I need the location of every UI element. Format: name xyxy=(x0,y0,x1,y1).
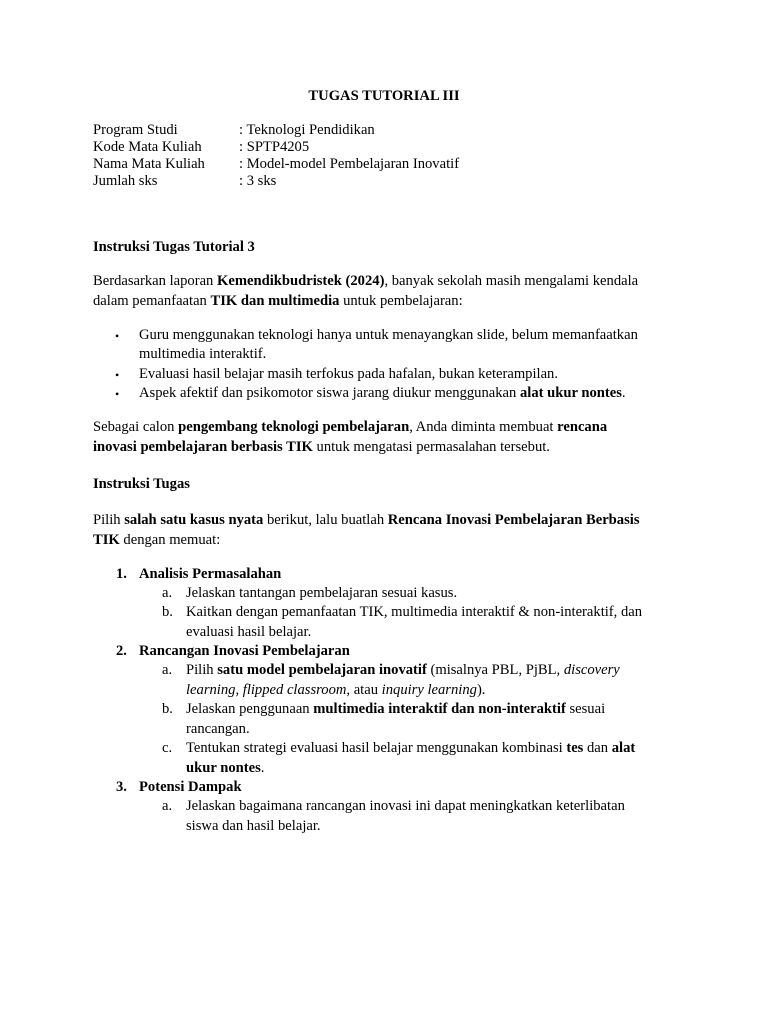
section-1-b-line-2: evaluasi hasil belajar. xyxy=(186,624,312,640)
section-1-title: Analisis Permasalahan xyxy=(139,566,282,582)
section-1-a-marker: a. xyxy=(162,585,173,601)
document-title: TUGAS TUTORIAL III xyxy=(308,88,460,104)
section-2-a-line-1: Pilih satu model pembelajaran inovatif (misalnya PBL, PjBL, discovery xyxy=(186,662,620,678)
meta-label-nama: Nama Mata Kuliah xyxy=(93,156,205,172)
section-2-b-line-2: rancangan. xyxy=(186,721,250,737)
para2-line-2: inovasi pembelajaran berbasis TIK untuk mengatasi permasalahan tersebut. xyxy=(93,439,550,455)
section-2-a-marker: a. xyxy=(162,662,173,678)
bullet-marker: • xyxy=(115,368,120,382)
meta-value-nama: : Model-model Pembelajaran Inovatif xyxy=(239,156,460,172)
bullet-marker: • xyxy=(115,387,120,401)
meta-value-sks: : 3 sks xyxy=(239,173,277,189)
para3-line-1: Pilih salah satu kasus nyata berikut, lalu buatlah Rencana Inovasi Pembelajaran Berbasis xyxy=(93,512,640,528)
section-2-b-line-1: Jelaskan penggunaan multimedia interaktif dan non-interaktif sesuai xyxy=(186,701,606,717)
section-1-a-text: Jelaskan tantangan pembelajaran sesuai kasus. xyxy=(186,585,458,601)
meta-label-program: Program Studi xyxy=(93,122,178,138)
section-3-number: 3. xyxy=(116,779,127,795)
intro-line-1: Berdasarkan laporan Kemendikbudristek (2024), banyak sekolah masih mengalami kendala xyxy=(93,273,639,289)
section-1-b-marker: b. xyxy=(162,604,173,620)
bullet-item-3: Aspek afektif dan psikomotor siswa jarang diukur menggunakan alat ukur nontes. xyxy=(139,385,626,401)
section-2-title: Rancangan Inovasi Pembelajaran xyxy=(139,643,350,659)
bullet-item-1-line-1: Guru menggunakan teknologi hanya untuk menayangkan slide, belum memanfaatkan xyxy=(139,327,638,343)
intro-line-2: dalam pemanfaatan TIK dan multimedia untuk pembelajaran: xyxy=(93,293,463,309)
bullet-marker: • xyxy=(115,329,120,343)
section-2-b-marker: b. xyxy=(162,701,173,717)
para2-line-1: Sebagai calon pengembang teknologi pembelajaran, Anda diminta membuat rencana xyxy=(93,419,608,435)
section-1-number: 1. xyxy=(116,566,127,582)
bullet-item-2: Evaluasi hasil belajar masih terfokus pada hafalan, bukan keterampilan. xyxy=(139,366,559,382)
section-2-c-marker: c. xyxy=(162,740,173,756)
meta-value-program: : Teknologi Pendidikan xyxy=(239,122,375,138)
section-1-b-line-1: Kaitkan dengan pemanfaatan TIK, multimedia interaktif & non-interaktif, dan xyxy=(186,604,643,620)
meta-label-sks: Jumlah sks xyxy=(93,173,158,189)
section-3-a-line-1: Jelaskan bagaimana rancangan inovasi ini dapat meningkatkan keterlibatan xyxy=(186,798,625,814)
meta-value-kode: : SPTP4205 xyxy=(239,139,310,155)
section-2-c-line-1: Tentukan strategi evaluasi hasil belajar menggunakan kombinasi tes dan alat xyxy=(186,740,636,756)
heading-instruksi-tugas: Instruksi Tugas xyxy=(93,476,190,492)
para3-line-2: TIK dengan memuat: xyxy=(93,532,221,548)
meta-label-kode: Kode Mata Kuliah xyxy=(93,139,202,155)
section-2-a-line-2: learning, flipped classroom, atau inquiry learning). xyxy=(186,682,486,698)
section-3-a-line-2: siswa dan hasil belajar. xyxy=(186,818,321,834)
section-2-number: 2. xyxy=(116,643,127,659)
section-3-title: Potensi Dampak xyxy=(139,779,242,795)
heading-instruksi-tutorial: Instruksi Tugas Tutorial 3 xyxy=(93,239,255,255)
section-2-c-line-2: ukur nontes. xyxy=(186,760,265,776)
section-3-a-marker: a. xyxy=(162,798,173,814)
bullet-item-1-line-2: multimedia interaktif. xyxy=(139,346,267,362)
